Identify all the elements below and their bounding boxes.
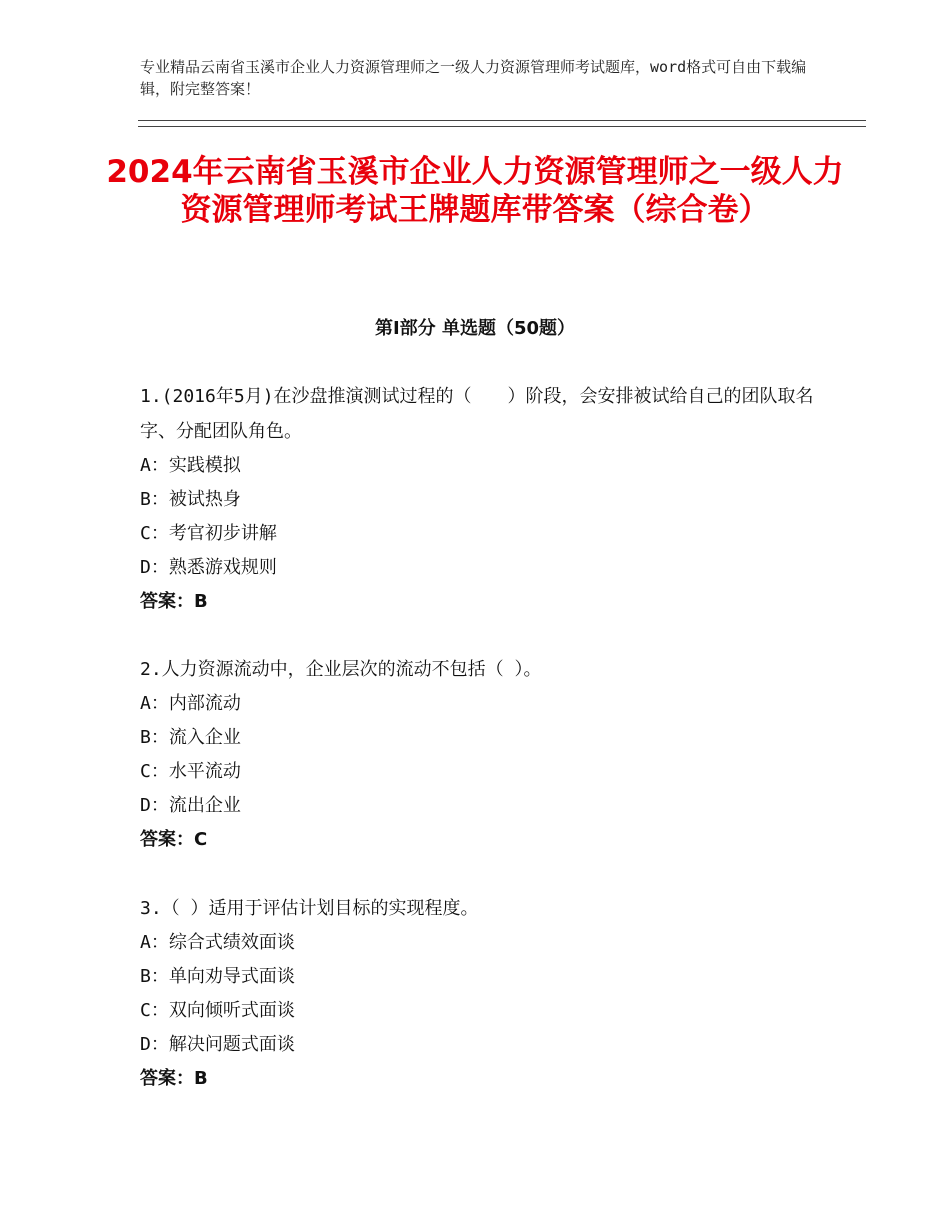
- document-title: 2024年云南省玉溪市企业人力资源管理师之一级人力资源管理师考试王牌题库带答案（综合卷）: [106, 154, 844, 228]
- header-divider: [138, 120, 866, 127]
- option-d: D：解决问题式面谈: [140, 1034, 295, 1055]
- option-b: B：流入企业: [140, 727, 241, 748]
- header-note: 专业精品云南省玉溪市企业人力资源管理师之一级人力资源管理师考试题库，word格式可自由下载编辑，附完整答案！: [140, 58, 807, 98]
- question-1: [140, 379, 820, 619]
- question-3: [140, 891, 820, 1096]
- option-a: A：实践模拟: [140, 455, 241, 476]
- option-d: D：熟悉游戏规则: [140, 557, 277, 578]
- option-c: C：水平流动: [140, 761, 241, 782]
- section-title: 第Ⅰ部分 单选题（50题）: [374, 318, 575, 339]
- answer: 答案：C: [140, 829, 208, 850]
- option-c: C：考官初步讲解: [140, 523, 277, 544]
- answer: 答案：B: [140, 1068, 208, 1089]
- option-a: A：内部流动: [140, 693, 241, 714]
- question-stem: 1.(2016年5月)在沙盘推演测试过程的（ ）阶段，会安排被试给自己的团队取名字、分配团队角色。: [140, 386, 814, 442]
- option-c: C：双向倾听式面谈: [140, 1000, 295, 1021]
- question-2: [140, 652, 820, 857]
- option-a: A：综合式绩效面谈: [140, 932, 295, 953]
- question-stem: 3.（ ）适用于评估计划目标的实现程度。: [140, 898, 479, 919]
- question-stem: 2.人力资源流动中，企业层次的流动不包括（ ）。: [140, 659, 542, 680]
- option-d: D：流出企业: [140, 795, 241, 816]
- option-b: B：被试热身: [140, 489, 241, 510]
- answer: 答案：B: [140, 591, 208, 612]
- option-b: B：单向劝导式面谈: [140, 966, 295, 987]
